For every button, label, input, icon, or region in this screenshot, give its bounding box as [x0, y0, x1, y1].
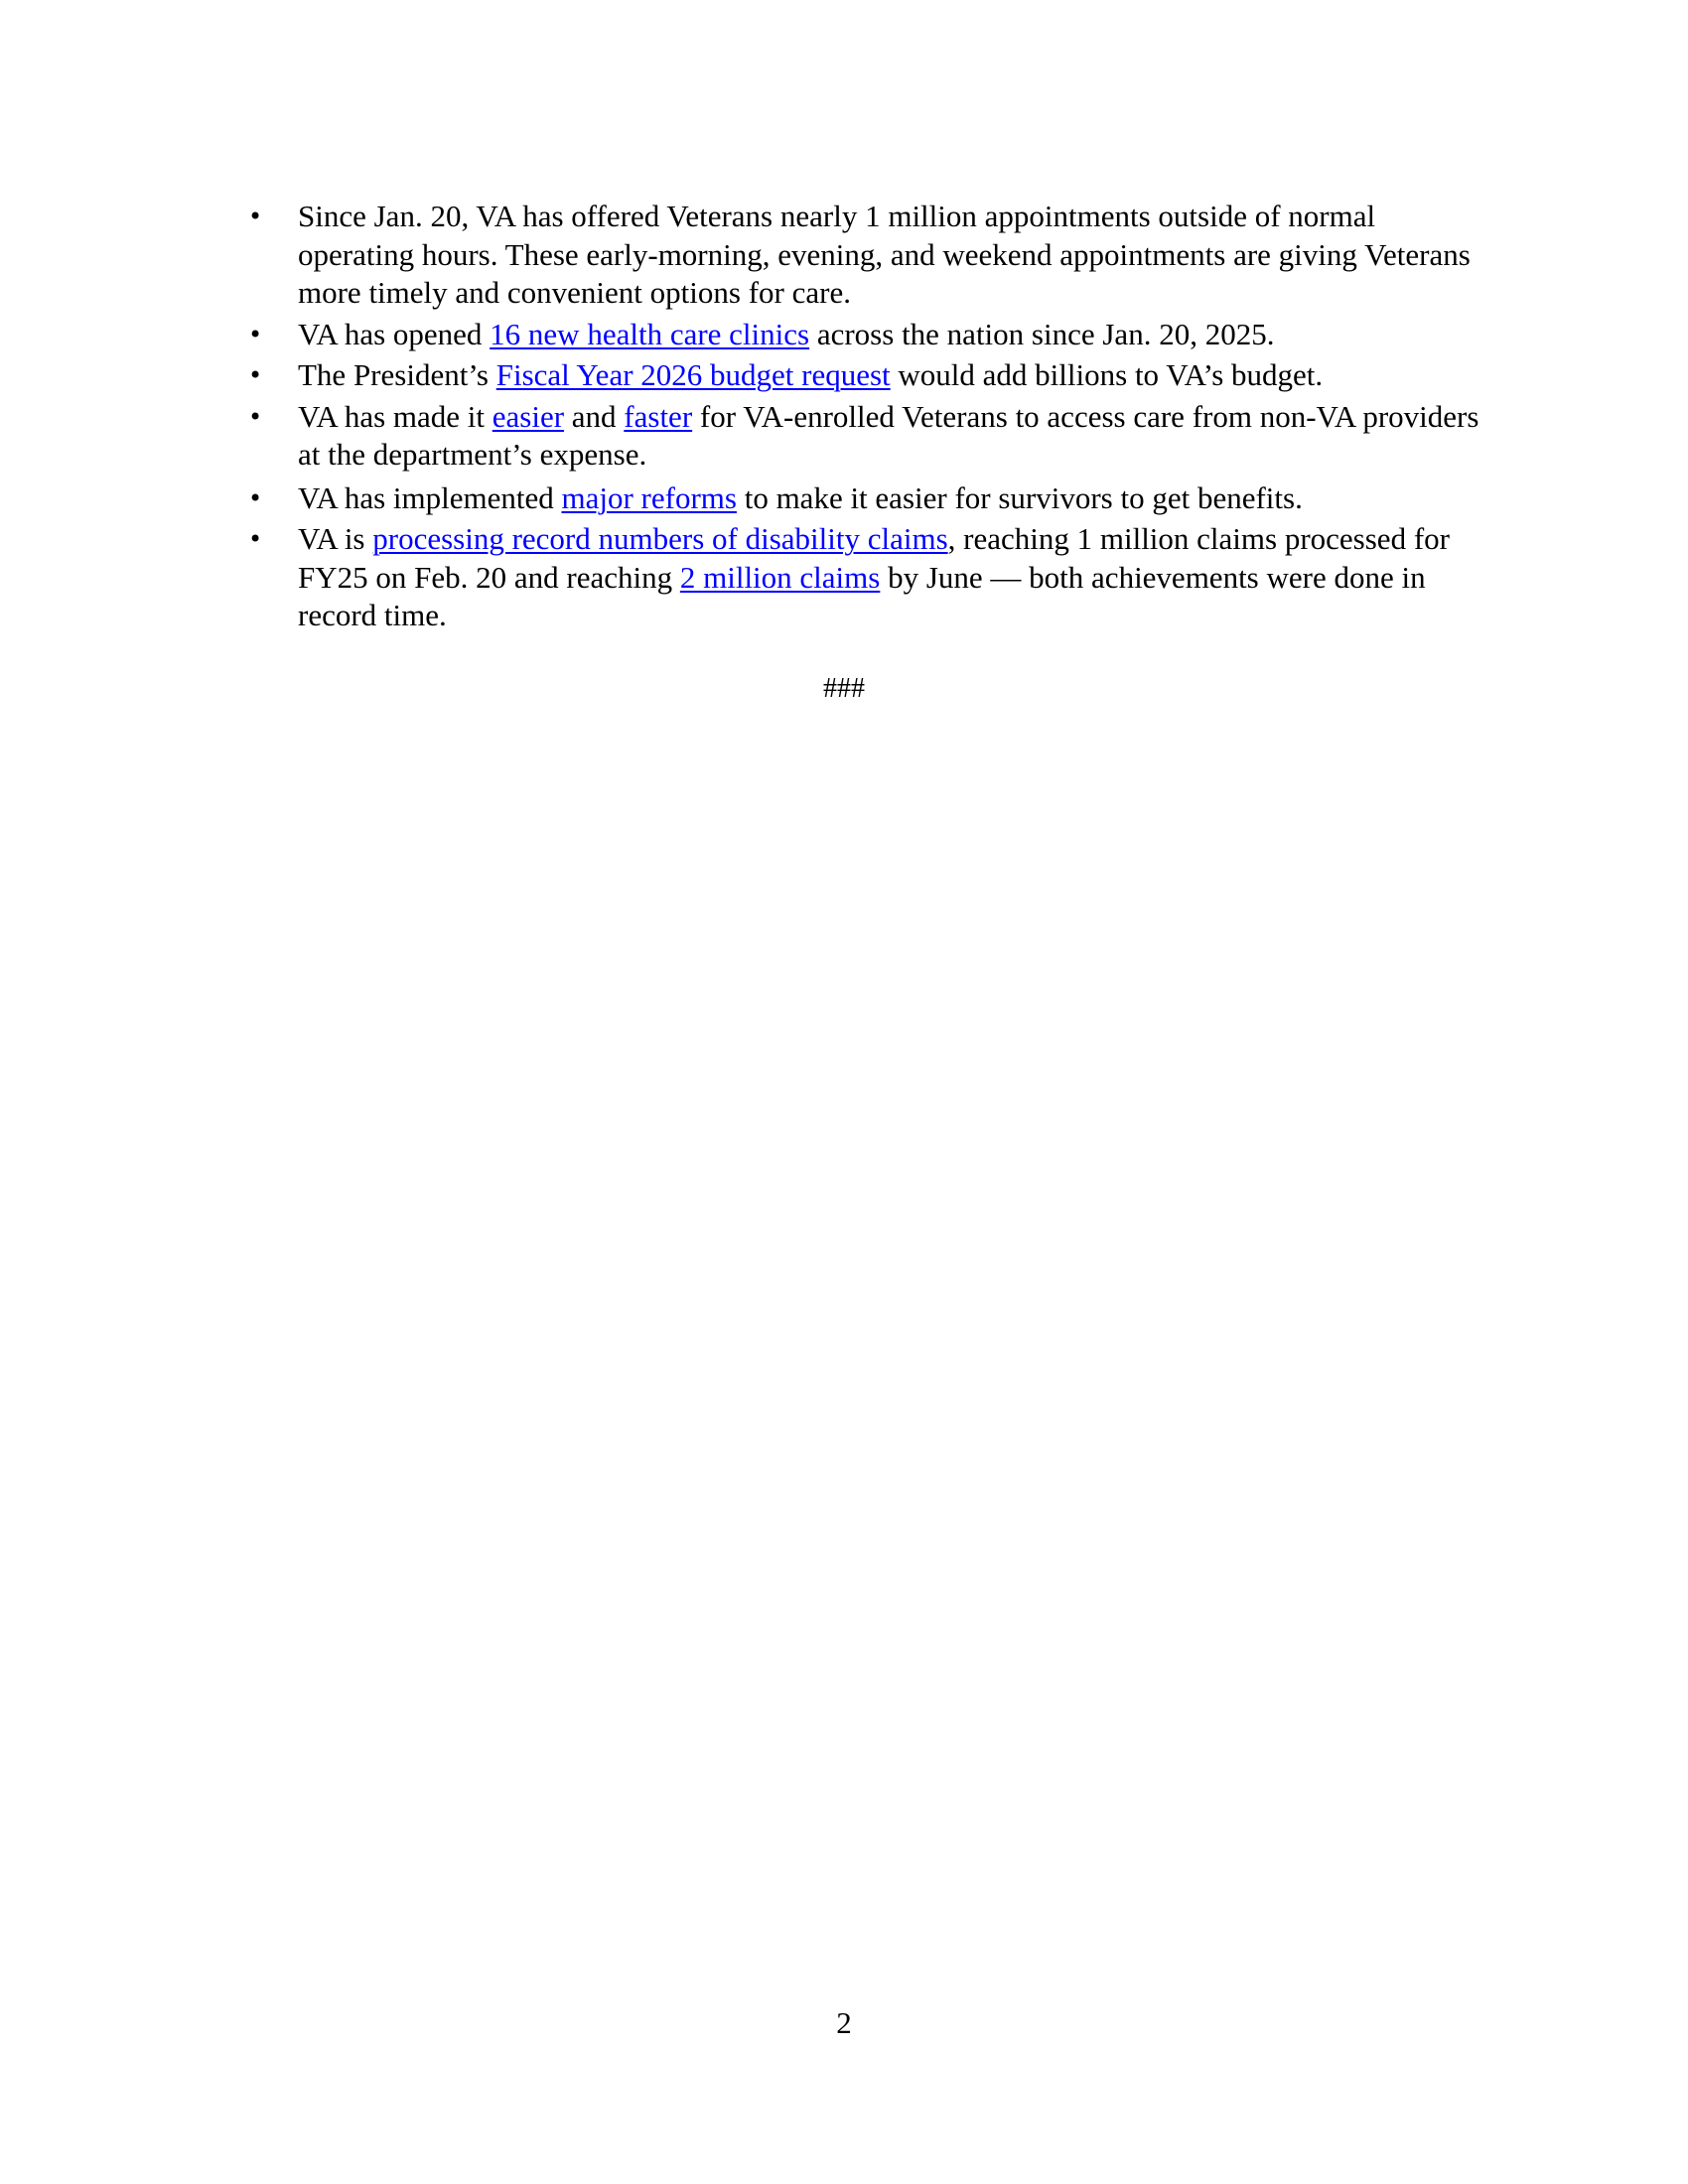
bullet-text: by June — both achievements were done in record time. [298, 559, 1426, 632]
list-item [248, 479, 1479, 518]
bullet-text: VA has opened [298, 316, 491, 351]
bullet-icon: • [248, 483, 263, 512]
bullet-text: The President’s [298, 357, 496, 392]
bullet-text: for VA-enrolled Veterans to access care from non-VA providers at the department’s expense. [298, 398, 1479, 472]
link-2-million-claims[interactable]: 2 million claims [679, 559, 881, 595]
bullet-text: VA has made it [298, 398, 492, 434]
link-disability-claims[interactable]: processing record numbers of disability claims [372, 521, 948, 556]
list-item [248, 398, 1479, 475]
bullet-text: Since Jan. 20, VA has offered Veterans nearly 1 million appointments outside of normal operating hours. These early-morning, evening, and weekend appointments are giving Veterans more timely and convenient options for care. [298, 199, 1471, 310]
page-number: 2 [836, 2005, 852, 2040]
bullet-text: VA has implemented [298, 479, 562, 515]
bullet-text: , reaching 1 million claims processed for FY25 on Feb. 20 and reaching [298, 521, 1450, 595]
bullet-icon: • [248, 525, 263, 553]
bullet-icon: • [248, 320, 263, 348]
list-item [248, 356, 1479, 395]
link-easier[interactable]: easier [492, 398, 565, 434]
bullet-text: to make it easier for survivors to get benefits. [736, 479, 1303, 515]
link-new-health-care-clinics[interactable]: 16 new health care clinics [490, 316, 810, 351]
bullet-list [248, 198, 1479, 638]
link-budget-request[interactable]: Fiscal Year 2026 budget request [495, 357, 891, 392]
link-major-reforms[interactable]: major reforms [561, 479, 737, 515]
list-item [248, 520, 1479, 635]
bullet-text: VA is [298, 521, 373, 556]
bullet-text: across the nation since Jan. 20, 2025. [809, 316, 1275, 351]
bullet-icon: • [248, 203, 263, 230]
bullet-text: would add billions to VA’s budget. [890, 357, 1324, 392]
list-item [248, 198, 1479, 313]
bullet-text: and [564, 398, 625, 434]
link-faster[interactable]: faster [624, 398, 693, 434]
end-mark: ### [823, 673, 865, 704]
bullet-icon: • [248, 402, 263, 431]
bullet-icon: • [248, 361, 263, 389]
list-item [248, 316, 1479, 354]
